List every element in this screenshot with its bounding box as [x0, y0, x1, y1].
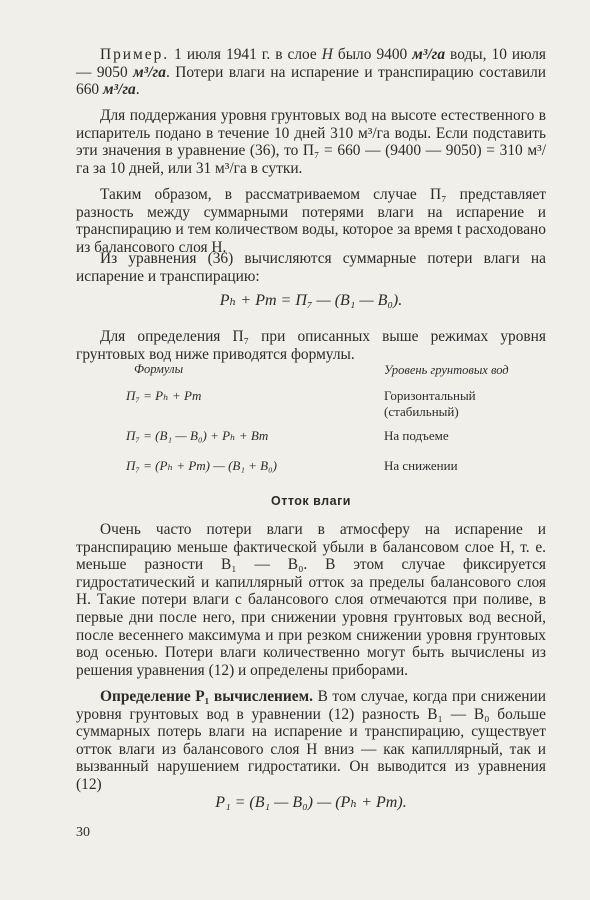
formula-table: Формулы Уровень грунтовых вод П₇ = Pₕ + Pт Горизонтальный (стабильный) П₇ = (B₁ — B₀) + Pₕ + Bт На подъеме П₇ = (Pₕ + Pт) — (B₁ + B₀) На снижении — [126, 362, 509, 473]
paragraph-determination: Определение P₁ вычислением. В том случае, когда при снижении уровня грунтовых вод в уравнении (12) разность B₁ — B₀ больше суммарных потерь влаги на испарение и транспирацию, существует отток влаги из балансового слоя H вниз — как капиллярный, так и вызванный нарушением гидростатики. Он выводится из уравнения (12) — [76, 688, 546, 793]
section-heading: Отток влаги — [271, 494, 351, 508]
bold-lead: Определение P₁ вычислением. — [100, 688, 313, 705]
page-number: 30 — [76, 825, 90, 840]
header-level: Уровень грунтовых вод — [384, 363, 509, 377]
example-label: Пример. — [100, 46, 170, 63]
paragraph-groundwater: Для поддержания уровня грунтовых вод на высоте естественного в испаритель подано в течение 10 дней 310 м³/га воды. Если подставить эти значения в уравнение (36), то П₇ = 660 — (9400 — 9050) = 310 м³/га за 10 дней, или 31 м³/га в сутки. — [76, 107, 546, 177]
formula-outflow: P₁ = (B₁ — B₀) — (Pₕ + Pт). — [215, 794, 407, 811]
paragraph-from-equation: Из уравнения (36) вычисляются суммарные потери влаги на испарение и транспирацию: — [76, 250, 546, 285]
paragraph-thus: Таким образом, в рассматриваемом случае П₇ представляет разность между суммарными потерями влаги на испарение и транспирацию и тем количеством воды, которое за время t расходовано из балансового слоя H. — [76, 186, 546, 256]
paragraph-outflow: Очень часто потери влаги в атмосферу на испарение и транспирацию меньше фактической убыли в балансовом слое H, т. е. меньше разности B₁ — B₀. В этом случае фиксируется гидростатический и капиллярный отток за пределы балансового слоя H. Такие потери влаги с балансового слоя отмечаются при поливе, в первые дни после него, при снижении уровня грунтовых вод весной, после весеннего максимума и при резком снижении уровня грунтовых вод осенью. Потери влаги количественно могут быть вычислены из решения уравнения (12) и определены приборами. — [76, 521, 546, 679]
formula-total-losses: Pₕ + Pт = П₇ — (B₁ — B₀). — [219, 292, 403, 309]
header-formulas: Формулы — [134, 362, 184, 376]
paragraph-example: Пример. 1 июля 1941 г. в слое H было 9400 м³/га воды, 10 июля — 9050 м³/га. Потери влаги на испарение и транспирацию составили 660 м³/га. — [76, 46, 547, 99]
paragraph-formulas-intro: Для определения П₇ при описанных выше режимах уровня грунтовых вод ниже приводятся формулы. — [76, 328, 546, 363]
